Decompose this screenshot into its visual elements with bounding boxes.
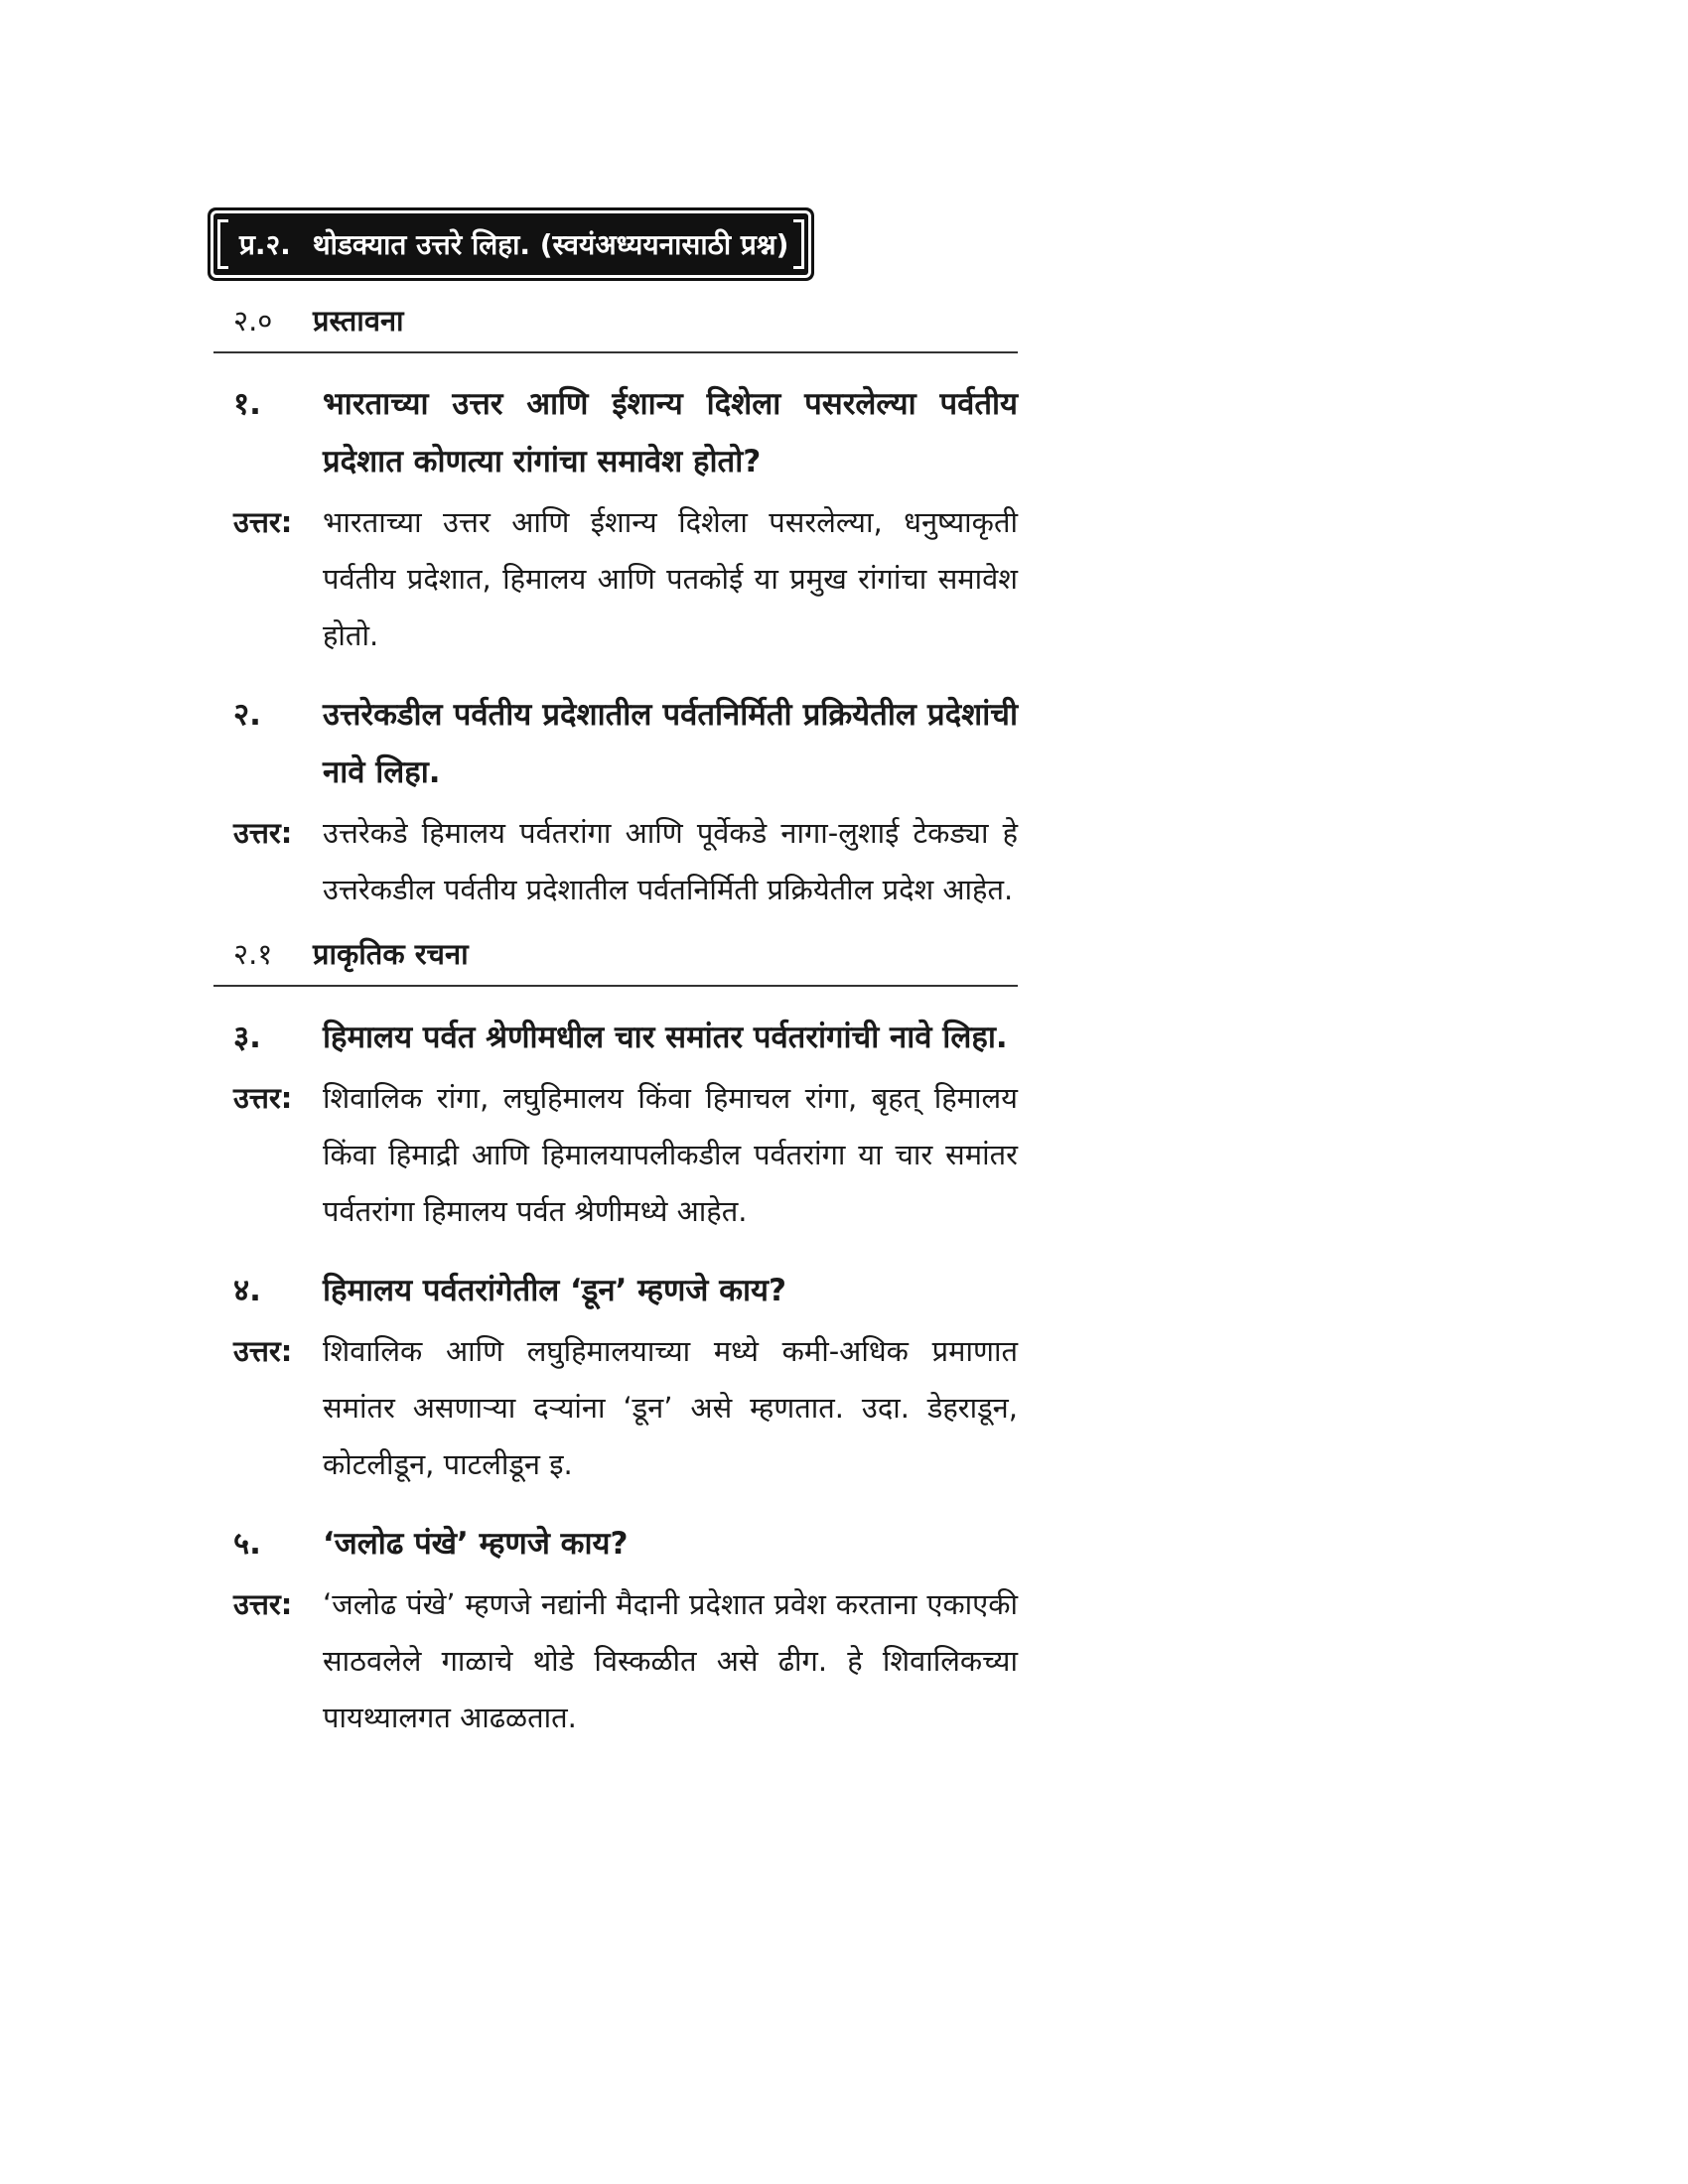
question-block — [213, 1262, 1023, 1493]
question-number: २. — [233, 697, 261, 733]
answer-label: उत्तर: — [233, 1587, 293, 1621]
question — [213, 375, 1023, 490]
question-number: ४. — [233, 1273, 261, 1308]
question-banner — [213, 213, 808, 275]
question-block — [213, 1009, 1023, 1240]
section-number: २.० — [233, 304, 273, 338]
question-number: ३. — [233, 1020, 261, 1055]
answer-label: उत्तर: — [233, 505, 293, 539]
question-block — [213, 1515, 1023, 1746]
page-content — [213, 213, 1023, 1746]
question-number: ५. — [233, 1526, 261, 1562]
section-title: प्रस्तावना — [313, 304, 404, 338]
section-heading — [213, 934, 1018, 987]
answer-label: उत्तर: — [233, 1334, 293, 1368]
banner-right-bracket — [793, 219, 804, 269]
section-title: प्राकृतिक रचना — [313, 937, 469, 971]
question — [213, 686, 1023, 801]
answer — [213, 805, 1023, 918]
answer-text: ‘जलोढ पंखे’ म्हणजे नद्यांनी मैदानी प्रदेशात प्रवेश करताना एकाएकी साठवलेले गाळाचे थोडे विस्कळीत असे ढीग. हे शिवालिकच्या पायथ्यालगत आढळतात. — [323, 1587, 1018, 1734]
answer — [213, 494, 1023, 664]
section-number: २.१ — [233, 937, 273, 971]
question-text: हिमालय पर्वत श्रेणीमधील चार समांतर पर्वतरांगांची नावे लिहा. — [323, 1020, 1008, 1055]
question-text: उत्तरेकडील पर्वतीय प्रदेशातील पर्वतनिर्मिती प्रक्रियेतील प्रदेशांची नावे लिहा. — [323, 697, 1018, 790]
answer-label: उत्तर: — [233, 816, 293, 850]
banner-left-bracket — [217, 219, 228, 269]
question-text: हिमालय पर्वतरांगेतील ‘डून’ म्हणजे काय? — [323, 1273, 786, 1308]
question-number: १. — [233, 386, 261, 422]
question — [213, 1262, 1023, 1319]
question — [213, 1009, 1023, 1066]
answer-label: उत्तर: — [233, 1081, 293, 1115]
section-heading — [213, 301, 1018, 353]
answer — [213, 1070, 1023, 1240]
question-block — [213, 375, 1023, 664]
answer-text: शिवालिक रांगा, लघुहिमालय किंवा हिमाचल रांगा, बृहत् हिमालय किंवा हिमाद्री आणि हिमालयापलीकडील पर्वतरांगा या चार समांतर पर्वतरांगा हिमालय पर्वत श्रेणीमध्ये आहेत. — [323, 1081, 1018, 1228]
banner-title: थोडक्यात उत्तरे लिहा. (स्वयंअध्ययनासाठी प्रश्न) — [312, 228, 789, 261]
question-text: भारताच्या उत्तर आणि ईशान्य दिशेला पसरलेल्या पर्वतीय प्रदेशात कोणत्या रांगांचा समावेश होतो? — [323, 386, 1018, 479]
question-text: ‘जलोढ पंखे’ म्हणजे काय? — [323, 1526, 629, 1562]
answer-text: उत्तरेकडे हिमालय पर्वतरांगा आणि पूर्वेकडे नागा-लुशाई टेकड्या हे उत्तरेकडील पर्वतीय प्रदेशातील पर्वतनिर्मिती प्रक्रियेतील प्रदेश आहेत. — [323, 816, 1018, 906]
question-block — [213, 686, 1023, 918]
answer — [213, 1323, 1023, 1493]
answer — [213, 1576, 1023, 1746]
question — [213, 1515, 1023, 1572]
answer-text: भारताच्या उत्तर आणि ईशान्य दिशेला पसरलेल्या, धनुष्याकृती पर्वतीय प्रदेशात, हिमालय आणि पतकोई या प्रमुख रांगांचा समावेश होतो. — [323, 505, 1018, 652]
banner-question-number: प्र.२. — [239, 228, 291, 261]
answer-text: शिवालिक आणि लघुहिमालयाच्या मध्ये कमी-अधिक प्रमाणात समांतर असणाऱ्या दऱ्यांना ‘डून’ असे म्हणतात. उदा. डेहराडून, कोटलीडून, पाटलीडून इ. — [323, 1334, 1018, 1481]
